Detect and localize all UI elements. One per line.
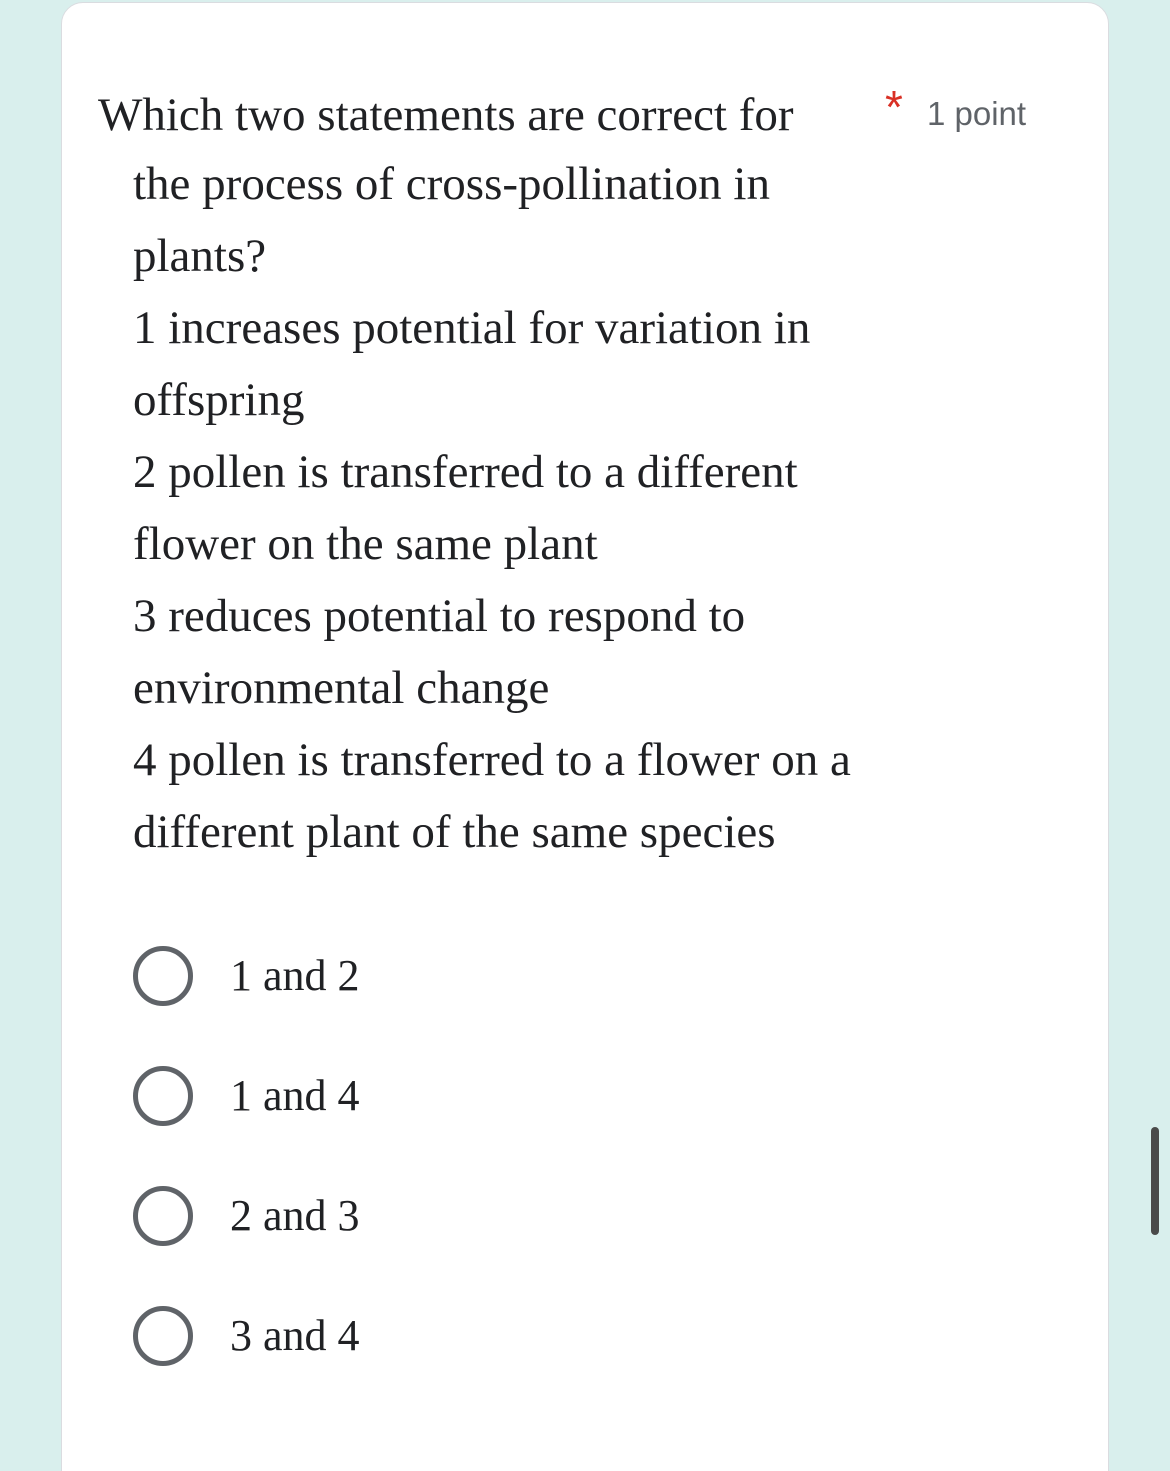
question-text-line: 1 increases potential for variation in	[133, 302, 811, 354]
radio-button[interactable]	[133, 946, 193, 1006]
scrollbar-thumb[interactable]	[1151, 1127, 1159, 1235]
question-text	[133, 148, 933, 868]
question-text-line: 2 pollen is transferred to a different	[133, 446, 798, 498]
question-title-line: Which two statements are correct for	[98, 89, 794, 141]
radio-button[interactable]	[133, 1306, 193, 1366]
option-2-and-3[interactable]	[133, 1182, 633, 1252]
question-text-line: environmental change	[133, 662, 550, 714]
points-label: 1 point	[927, 95, 1027, 132]
radio-button[interactable]	[133, 1066, 193, 1126]
question-header	[73, 78, 1027, 148]
question-text-line: offspring	[133, 374, 305, 426]
option-3-and-4[interactable]	[133, 1302, 633, 1372]
question-text-line: flower on the same plant	[133, 518, 598, 570]
option-label: 1 and 4	[230, 1071, 360, 1120]
question-text-line: the process of cross-pollination in	[133, 158, 770, 210]
question-text-line: 4 pollen is transferred to a flower on a	[133, 734, 851, 786]
question-text-line: 3 reduces potential to respond to	[133, 590, 746, 642]
option-1-and-2[interactable]	[133, 942, 633, 1012]
option-label: 2 and 3	[230, 1191, 360, 1240]
option-label: 1 and 2	[230, 951, 360, 1000]
required-asterisk: *	[885, 81, 903, 133]
option-1-and-4[interactable]	[133, 1062, 633, 1132]
question-text-line: plants?	[133, 230, 267, 282]
question-text-line: different plant of the same species	[133, 806, 776, 858]
radio-button[interactable]	[133, 1186, 193, 1246]
option-label: 3 and 4	[230, 1311, 360, 1360]
